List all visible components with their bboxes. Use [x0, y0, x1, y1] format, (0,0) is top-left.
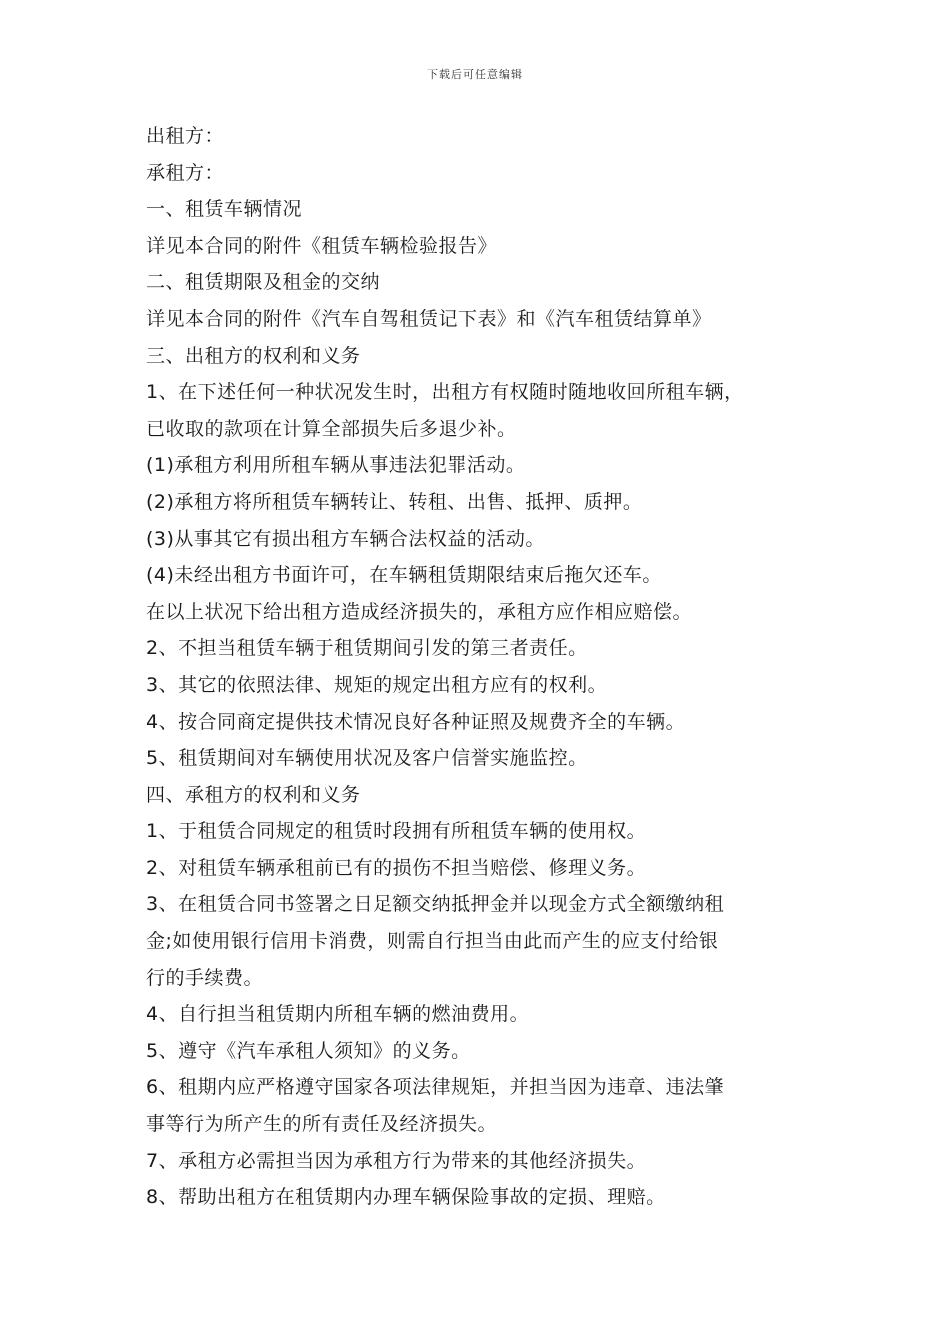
- clause-line: 事等行为所产生的所有责任及经济损失。: [146, 1113, 498, 1136]
- clause-line: 行的手续费。: [146, 966, 264, 989]
- clause-line: 3、其它的依照法律、规矩的规定出租方应有的权利。: [146, 673, 608, 696]
- document-body: [146, 118, 846, 1216]
- sub-clause: (1)承租方利用所租车辆从事违法犯罪活动。: [146, 454, 526, 477]
- clause-line: 4、按合同商定提供技术情况良好各种证照及规费齐全的车辆。: [146, 710, 686, 733]
- clause-line: 5、租赁期间对车辆使用状况及客户信誉实施监控。: [146, 747, 588, 770]
- clause-line: 4、自行担当租赁期内所租车辆的燃油费用。: [146, 1003, 530, 1026]
- paragraph: 详见本合同的附件《租赁车辆检验报告》: [146, 234, 498, 257]
- clause-line: 在以上状况下给出租方造成经济损失的，承租方应作相应赔偿。: [146, 600, 693, 623]
- clause-line: 1、在下述任何一种状况发生时，出租方有权随时随地收回所租车辆，: [146, 381, 744, 404]
- clause-line: 已收取的款项在计算全部损失后多退少补。: [146, 417, 517, 440]
- section-heading-4: 四、承租方的权利和义务: [146, 783, 361, 806]
- sub-clause: (4)未经出租方书面许可，在车辆租赁期限结束后拖欠还车。: [146, 564, 662, 587]
- paragraph: 详见本合同的附件《汽车自驾租赁记下表》和《汽车租赁结算单》: [146, 307, 712, 330]
- section-heading-2: 二、租赁期限及租金的交纳: [146, 271, 381, 294]
- sub-clause: (2)承租方将所租赁车辆转让、转租、出售、抵押、质押。: [146, 490, 643, 513]
- clause-line: 7、承租方必需担当因为承租方行为带来的其他经济损失。: [146, 1149, 647, 1172]
- lessor-label: 出租方：: [146, 125, 225, 147]
- clause-line: 金;如使用银行信用卡消费，则需自行担当由此而产生的应支付给银: [146, 930, 719, 953]
- lessee-label: 承租方：: [146, 161, 225, 184]
- clause-line: 3、在租赁合同书签署之日足额交纳抵押金并以现金方式全额缴纳租: [146, 893, 725, 916]
- clause-line: 2、不担当租赁车辆于租赁期间引发的第三者责任。: [146, 637, 588, 660]
- page-header: 下载后可任意编辑: [427, 68, 523, 81]
- clause-line: 5、遵守《汽车承租人须知》的义务。: [146, 1039, 471, 1062]
- section-heading-3: 三、出租方的权利和义务: [146, 344, 361, 367]
- clause-line: 1、于租赁合同规定的租赁时段拥有所租赁车辆的使用权。: [146, 820, 647, 843]
- sub-clause: (3)从事其它有损出租方车辆合法权益的活动。: [146, 527, 545, 550]
- clause-line: 2、对租赁车辆承租前已有的损伤不担当赔偿、修理义务。: [146, 856, 647, 879]
- clause-line: 6、租期内应严格遵守国家各项法律规矩，并担当因为违章、违法肇: [146, 1076, 725, 1099]
- clause-line: 8、帮助出租方在租赁期内办理车辆保险事故的定损、理赔。: [146, 1186, 666, 1209]
- section-heading-1: 一、租赁车辆情况: [146, 198, 303, 221]
